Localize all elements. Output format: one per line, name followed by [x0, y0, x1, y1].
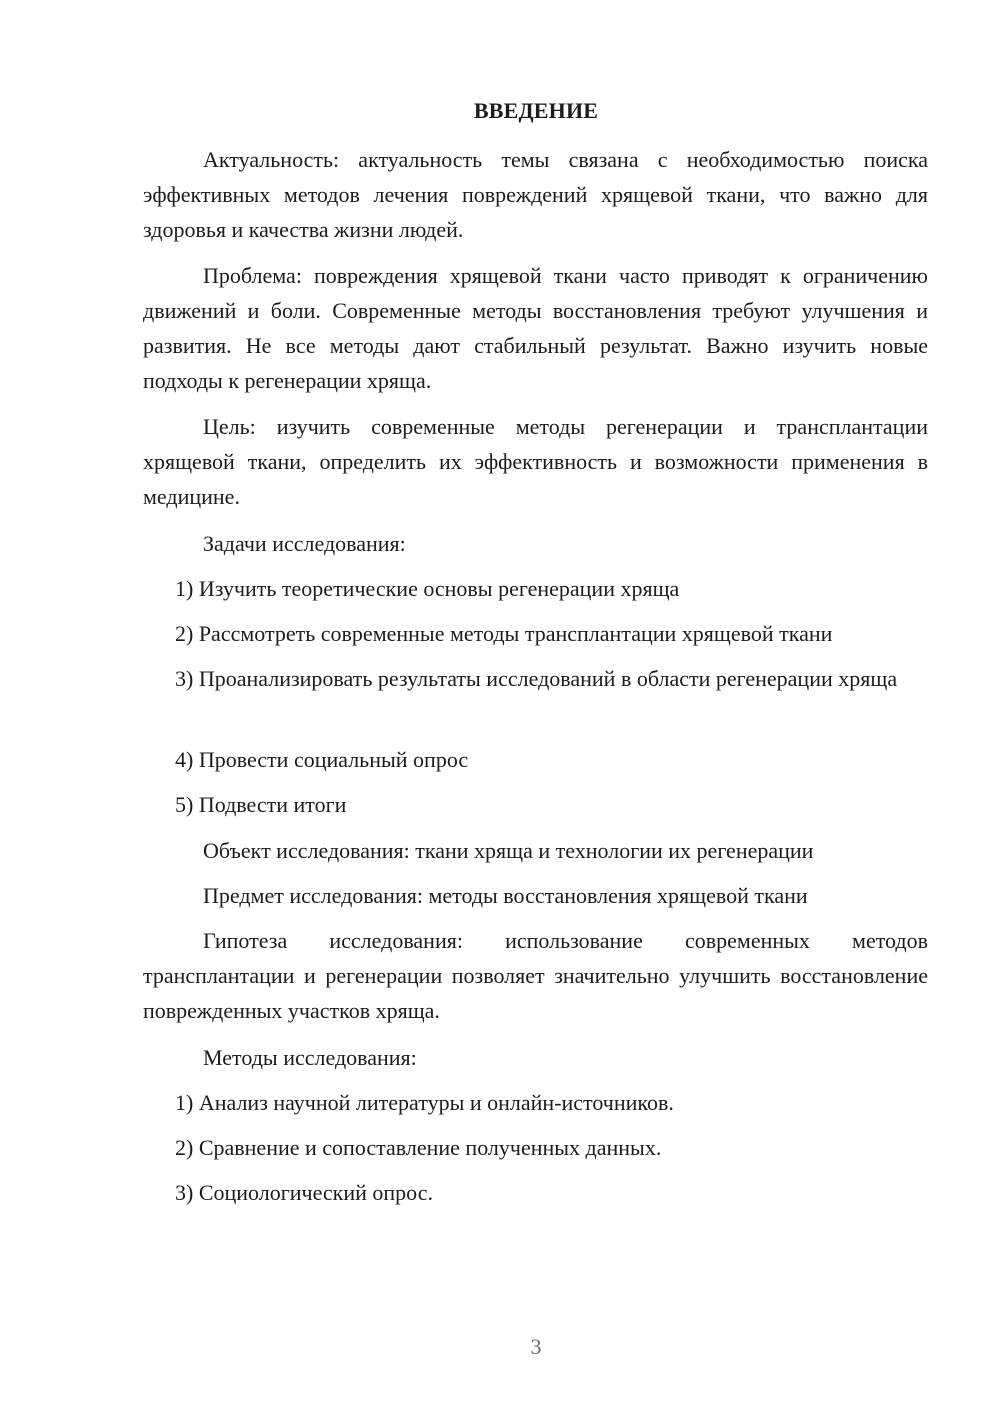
page-number: 3	[530, 1334, 542, 1359]
methods-heading: Методы исследования:	[203, 1045, 417, 1070]
problem-paragraph: Проблема: повреждения хрящевой ткани часто приводят к ограничению движений и боли. Современные методы восстановления требуют улучшения и развития. Не все методы дают стабильный результат. Важно изучить новые подходы к регенерации хряща.	[143, 263, 928, 393]
tasks-heading: Задачи исследования:	[203, 531, 406, 556]
relevance-paragraph: Актуальность: актуальность темы связана с необходимостью поиска эффективных методов лечения повреждений хрящевой ткани, что важно для здоровья и качества жизни людей.	[143, 147, 928, 242]
task-item: 4) Провести социальный опрос	[175, 747, 469, 772]
hypothesis-paragraph: Гипотеза исследования: использование современных методов трансплантации и регенерации позволяет значительно улучшить восстановление поврежденных участков хряща.	[143, 928, 928, 1023]
task-item: 3) Проанализировать результаты исследований в области регенерации хряща	[175, 666, 898, 691]
page-title: ВВЕДЕНИЕ	[473, 98, 599, 123]
object-paragraph: Объект исследования: ткани хряща и технологии их регенерации	[203, 838, 814, 863]
subject-paragraph: Предмет исследования: методы восстановления хрящевой ткани	[203, 883, 808, 908]
goal-paragraph: Цель: изучить современные методы регенерации и трансплантации хрящевой ткани, определить их эффективность и возможности применения в медицине.	[143, 414, 928, 509]
method-item: 1) Анализ научной литературы и онлайн-источников.	[175, 1090, 674, 1115]
method-item: 2) Сравнение и сопоставление полученных данных.	[175, 1135, 662, 1160]
task-item: 2) Рассмотреть современные методы трансплантации хрящевой ткани	[175, 621, 833, 646]
task-item: 1) Изучить теоретические основы регенерации хряща	[175, 576, 680, 601]
method-item: 3) Социологический опрос.	[175, 1180, 433, 1205]
task-item: 5) Подвести итоги	[175, 792, 347, 817]
